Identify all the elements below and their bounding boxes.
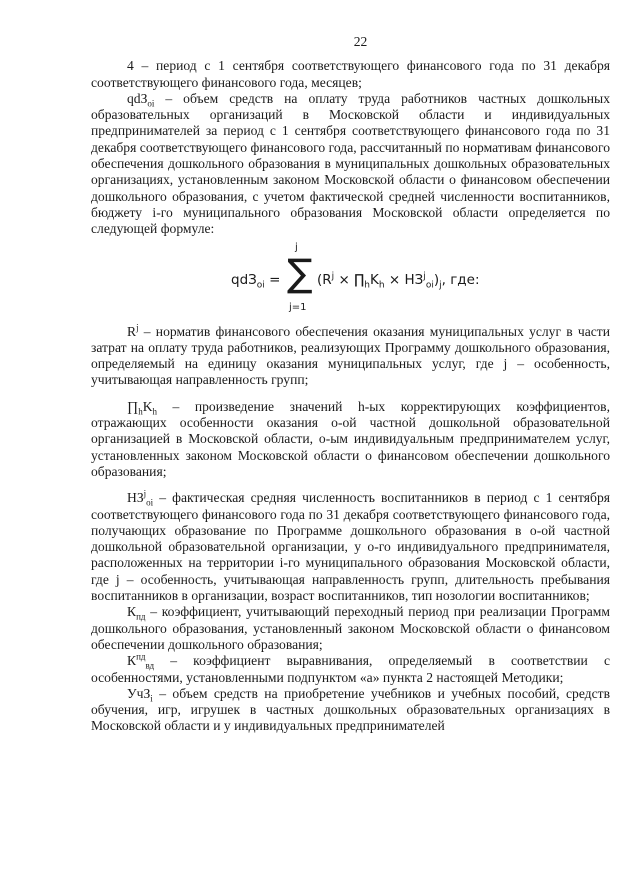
kvd-sub: вд — [145, 660, 155, 671]
nz-text: – фактическая средняя численность воспитанников в период с 1 сентября соответствующего финансового года по 31 декабря соответствующего финансового года, получающих образование по Программе дошкольного образования в o-ой частной дошкольной образовательной организации, у o-го индивидуального предпринимателя, расположенных на территории i-го муниципального образования Московской области, где j – особенность, учитывающая направленность групп, длительность пребывания воспитанников в организации, возраст воспитанников, тип нозологии воспитанников; — [91, 490, 610, 604]
formula-sum-top: j — [295, 241, 298, 253]
paragraph-qdz — [91, 91, 610, 238]
nz-sub: oi — [146, 497, 154, 508]
product-symbol: ∏ — [127, 398, 139, 414]
formula-where: , где: — [441, 271, 480, 288]
formula-r: (R — [317, 271, 332, 288]
paragraph-nz — [91, 490, 610, 604]
formula-lhs — [231, 271, 281, 291]
qdz-text: – объем средств на оплату труда работников частных дошкольных образовательных организаций в Московской области и индивидуальных предпринимателей за период с 1 сентября соответствующего финансового года по 31 декабря соответствующего финансового года, рассчитанный по нормативам финансового обеспечения дошкольного образования в муниципальных дошкольных образовательных организациях, установленным законом Московской области о финансовом обеспечении дошкольного образования, с учетом фактической средней численности воспитанников, бюджету i-го муниципального образования Московской области определяется по следующей формуле: — [91, 90, 610, 237]
r-text: – норматив финансового обеспечения оказания муниципальных услуг в части затрат на оплату труда работников, реализующих Программу дошкольного образования, определяемый на единицу оказания муниципальных услуг, где j – особенность, учитывающая направленность групп; — [91, 323, 610, 388]
formula-nz-sub: oi — [425, 280, 434, 291]
formula-nz-sup: j — [423, 271, 426, 282]
formula-k: K — [370, 271, 379, 288]
formula-lhs-symbol: qdЗ — [231, 271, 257, 288]
qdz-symbol: qdЗ — [127, 90, 148, 106]
r-sup: j — [136, 322, 139, 333]
page-number: 22 — [353, 34, 368, 49]
uchz-symbol: УчЗ — [127, 685, 151, 701]
nz-symbol: НЗ — [127, 490, 144, 506]
formula — [91, 238, 610, 324]
kvd-text: – коэффициент выравнивания, определяемый в соответствии с особенностями, установленными подпунктом «а» пункта 2 настоящей Методики; — [91, 653, 610, 685]
formula-lhs-sub: oi — [256, 280, 265, 291]
formula-close-sub: j — [439, 280, 442, 291]
kvd-sup: пд — [136, 651, 146, 662]
paragraph-r — [91, 324, 610, 389]
qdz-sub: oi — [147, 98, 155, 109]
uchz-text: – объем средств на приобретение учебников и учебных пособий, средств обучения, игр, игрушек в частных дошкольных образовательных организациях в Московской области и у индивидуальных предпринимателей — [91, 685, 610, 734]
product-k: K — [142, 398, 153, 414]
formula-rhs — [317, 271, 480, 291]
formula-sum-symbol: ∑ — [287, 250, 313, 295]
formula-equals: = — [269, 271, 281, 288]
formula-product-sub: h — [364, 280, 371, 291]
formula-close: ) — [433, 271, 440, 288]
formula-nz: × НЗ — [384, 271, 424, 288]
paragraph-kpd — [91, 604, 610, 653]
paragraph-kvd — [91, 653, 610, 686]
product-sub: h — [138, 406, 143, 417]
formula-sum-bottom: j=1 — [289, 301, 307, 313]
kpd-sub: пд — [136, 612, 146, 623]
kpd-text: – коэффициент, учитывающий переходный период при реализации Программ дошкольного образования, установленный законом Московской области о финансовом обеспечении дошкольного образования; — [91, 604, 610, 652]
uchz-sub: i — [150, 693, 153, 704]
kvd-symbol: К — [127, 653, 137, 669]
period-text: 4 – период с 1 сентября соответствующего финансового года по 31 декабря соответствующего финансового года, месяцев; — [91, 58, 610, 90]
paragraph-uchz — [91, 686, 610, 735]
r-symbol: R — [127, 323, 137, 339]
formula-k-sub: h — [378, 280, 385, 291]
kpd-symbol: К — [127, 604, 137, 620]
nz-sup: j — [143, 488, 147, 499]
formula-product: × ∏ — [334, 271, 365, 288]
paragraph-period — [91, 58, 610, 91]
product-text: – произведение значений h-ых корректирующих коэффициентов, отражающих особенности оказания o-ой частной дошкольной образовательной организацией в Московской области, o-ым индивидуальным предпринимателем услуг, установленных законом Московской области о финансовом обеспечении дошкольного образования; — [91, 398, 610, 479]
product-k-sub: h — [152, 406, 158, 417]
formula-r-sup: j — [331, 271, 335, 282]
paragraph-product — [91, 399, 610, 480]
